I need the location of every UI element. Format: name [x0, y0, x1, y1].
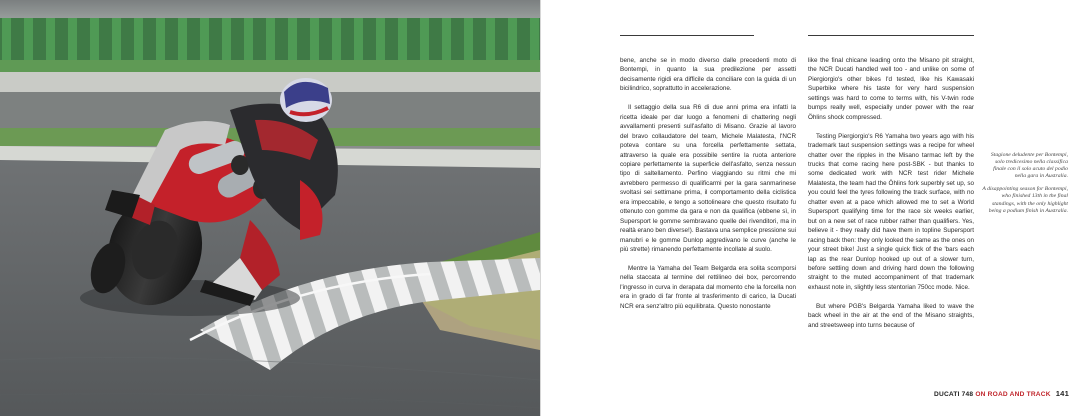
folio-brand: DUCATI 748 [934, 391, 974, 398]
italian-paragraph: Mentre la Yamaha del Team Belgarda era solita scomporsi nella staccata al termine del rettilineo dei box, percorrendo l'ingresso in curva in derapata dal momento che la forcella non era in grado di far fronte al trasferimento di carico, la Ducati NCR era senz'altro più equilibrata. Questo nonostante [620, 264, 796, 310]
folio-subtitle: ON ROAD AND TRACK [975, 391, 1051, 398]
caption-italian: Stagione deludente per Bontempi, solo tredicesimo nella classifica finale con il solo acuto del podio nella gara in Australia. [990, 152, 1068, 180]
italian-column [620, 56, 796, 321]
page-number: 141 [1055, 389, 1069, 398]
column-rule-italian [620, 35, 754, 36]
sky-band [0, 0, 540, 20]
hedge-row [0, 18, 540, 62]
page-folio [934, 389, 1069, 398]
italian-paragraph: bene, anche se in modo diverso dalle precedenti moto di Bontempi, in quanto la sua predilezione per assetti decisamente rigidi era difficile da conciliare con la guida di un bicilindrico, soprattutto in accelerazione. [620, 57, 796, 93]
text-page [541, 0, 1080, 416]
column-rule-english [808, 35, 974, 36]
caption-english: A disappointing season for Bontempi, who finished 13th in the final standings, with the only highlight being a podium finish in Australia. [982, 186, 1068, 214]
english-paragraph: like the final chicane leading onto the Misano pit straight, the NCR Ducati handled well too - and unlike on some of Piergiorgio's other bikes I'd tested, like his Kawasaki Superbike where his taste for very hard suspension settings was hard to come to terms with, his V-twin rode bumps really well, especially under power with the rear Öhlins shock compressed. [808, 57, 974, 121]
english-paragraph: But where PGB's Belgarda Yamaha liked to wave the back wheel in the air at the end of the Misano straights, and streetsweep into turns because of [808, 302, 974, 329]
italian-paragraph: Il settaggio della sua R6 di due anni prima era infatti la ricetta ideale per dar luogo a fenomeni di chattering negli avvallamenti presenti sull'asfalto di Misano. Grazie al lavoro del bravo collaudatore del team, Michele Malatesta, l'NCR poteva contare su una forcella perfettamente settata, attraverso la quale era possibile sentire la ruota anteriore copiare perfettamente la superficie dell'asfalto, senza nessun tipo di saltellamento. Perfino viaggiando su ritmi che mi avrebbero permesso di qualificarmi per la gara sanmarinese svoltasi sei settimane prima, il comportamento della ciclistica era impeccabile, e tengo a sottolineare che questo risultato fu ottenuto con gomme da gara e non da qualifica (ebbene sì, in Supersport le gomme sembravano quelle dei rivenditori, ma in realtà erano ben diverse!). Bastava una semplice pressione sui manubri e le gomme Dunlop aggredivano le curve (anche le più strette) rimanendo perfettamente incollate al suolo. [620, 104, 796, 254]
photo-caption [982, 152, 1068, 221]
english-paragraph: Testing Piergiorgio's R6 Yamaha two years ago with his trademark taut suspension settings was a recipe for wheel chatter over the ripples in the Misano tarmac left by the trucks that come racing here post-SBK - but thanks to some dedicated work with NCR test rider Michele Malatesta, the team had the Öhlins fork superbly set up, so you could feel the tyres following the track surface, with no chatter even at a pace which allowed me to set a World Supersport qualifying time for the race six weeks earlier, but on a new set of race rubber rather than qualifiers. Yes, believe it - they really did have them in topline Supersport racing back then: they only looked the same as the ones on your street bike! Just a single quick flick of the 'bars each lap as the rear Dunlop hooked up out of a slower turn, before settling down and driving hard down the following straight to the muted accompaniment of that trademark exhaust note in, slightly less stentorian 750cc mode. Nice. [808, 132, 974, 291]
english-column [808, 56, 974, 340]
